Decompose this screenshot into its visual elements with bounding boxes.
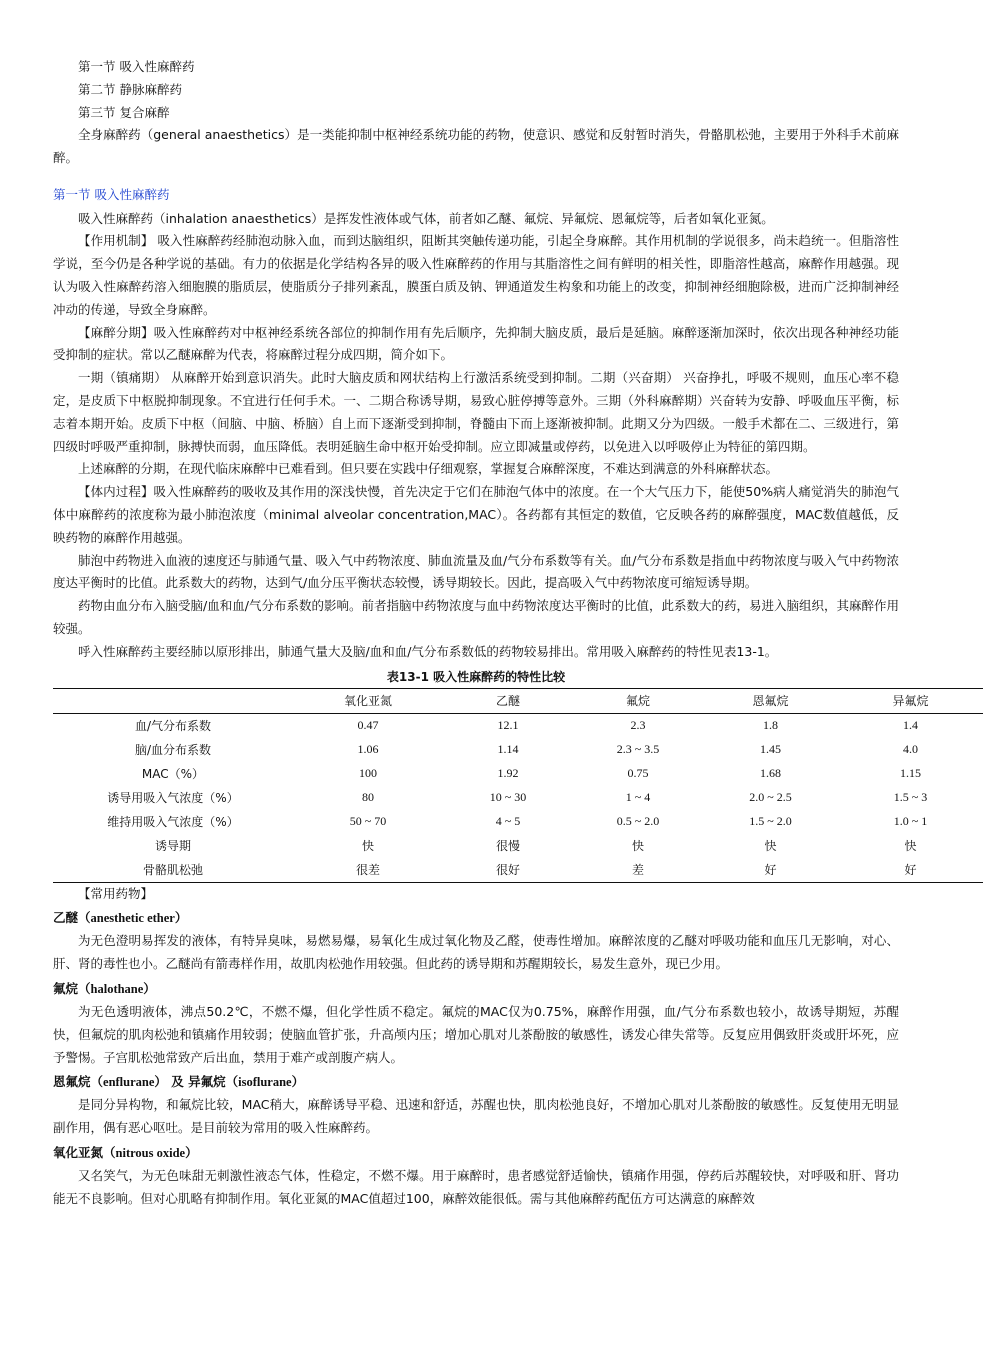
toc-item[interactable]: 第一节 吸入性麻醉药 <box>78 59 195 74</box>
drug-name-secondary: 及 异氟烷 <box>171 1074 226 1090</box>
row-label: 骨骼肌松弛 <box>142 863 203 878</box>
table-row <box>53 810 983 834</box>
paragraph: 上述麻醉的分期，在现代临床麻醉中已难看到。但只要在实践中仔细观察，掌握复合麻醉深度，不难达到满意的外科麻醉状态。 <box>78 461 779 477</box>
drug-heading <box>53 1070 899 1094</box>
table-row <box>53 786 983 810</box>
paragraph: 肺泡中药物进入血液的速度还与肺通气量、吸入气中药物浓度、肺血流量及血/气分布系数等有关。血/气分布系数是指血中药物浓度与吸入气中药物浓度达平衡时的比值。此系数大的药物，达到气/血分压平衡状态较慢，诱导期较长。因此，提高吸入气中药物浓度可缩短诱导期。 <box>53 552 899 591</box>
table-cell: 快 <box>361 839 374 854</box>
intro-paragraph: 全身麻醉药（general anaesthetics）是一类能抑制中枢神经系统功能的药物，使意识、感觉和反射暂时消失，骨骼肌松弛，主要用于外科手术前麻醉。 <box>53 127 899 165</box>
drug-name: 乙醚 <box>53 910 79 926</box>
drug-name: 氧化亚氮 <box>53 1144 104 1160</box>
table-header-cell: 恩氟烷 <box>752 694 789 709</box>
table-header-cell: 氧化亚氮 <box>343 694 392 709</box>
table-row <box>53 738 983 762</box>
table-cell: 1.45 <box>760 742 781 757</box>
table-row <box>53 762 983 786</box>
drug-heading <box>53 977 899 1001</box>
table-cell: 2.3 ~ 3.5 <box>616 742 660 757</box>
table-of-contents <box>78 55 899 124</box>
table-header-cell: 乙醚 <box>495 694 520 709</box>
table-cell: 1.4 <box>903 718 918 733</box>
table-cell: 2.0 ~ 2.5 <box>749 790 792 805</box>
table-cell: 0.5 ~ 2.0 <box>616 814 660 829</box>
table-cell: 1.5 ~ 3 <box>893 790 928 805</box>
paragraph: 【体内过程】吸入性麻醉药的吸收及其作用的深浅快慢，首先决定于它们在肺泡气体中的浓度。在一个大气压力下，能使50%病人痛觉消失的肺泡气体中麻醉药的浓度称为最小肺泡浓度（minimal alveolar concentration,MAC）。各药都有其恒定的数值，它反映各药的麻醉强度，MAC数值越低，反映药物的麻醉作用越强。 <box>53 484 899 545</box>
table-cell: 很差 <box>355 863 380 878</box>
paragraph: 吸入性麻醉药（inhalation anaesthetics）是挥发性液体或气体，前者如乙醚、氟烷、异氟烷、恩氟烷等，后者如氧化亚氮。 <box>78 210 774 226</box>
paragraph: 一期（镇痛期） 从麻醉开始到意识消失。此时大脑皮质和网状结构上行激活系统受到抑制。二期（兴奋期） 兴奋挣扎，呼吸不规则，血压心率不稳定，是皮质下中枢脱抑制现象。不宜进行任何手术。一、二期合称诱导期，易致心脏停搏等意外。三期（外科麻醉期）兴奋转为安静、呼吸血压平衡，标志着本期开始。皮质下中枢（间脑、中脑、桥脑）自上而下逐渐受到抑制，脊髓由下而上逐渐被抑制。此期又分为四级。一般手术都在二、三级进行，第四级时呼吸严重抑制，脉搏快而弱，血压降低。表明延脑生命中枢开始受抑制。应立即减量或停药，以免进入以呼吸停止为特征的第四期。 <box>53 370 899 454</box>
toc-item[interactable]: 第二节 静脉麻醉药 <box>78 82 182 97</box>
table-cell: 4 ~ 5 <box>495 814 521 829</box>
drug-latin-name: （enflurane） <box>90 1075 167 1090</box>
table-cell: 好 <box>764 863 777 878</box>
table-caption: 表13-1 吸入性麻醉药的特性比较 <box>386 669 566 684</box>
comparison-table <box>53 688 983 883</box>
drug-description: 是同分异构物，和氟烷比较，MAC稍大，麻醉诱导平稳、迅速和舒适，苏醒也快，肌肉松弛良好，不增加心肌对儿茶酚胺的敏感性。反复使用无明显副作用，偶有恶心呕吐。是目前较为常用的吸入性麻醉药。 <box>53 1097 899 1136</box>
paragraph: 【作用机制】 吸入性麻醉药经肺泡动脉入血，而到达脑组织，阻断其突触传递功能，引起全身麻醉。其作用机制的学说很多，尚未趋统一。但脂溶性学说，至今仍是各种学说的基础。有力的依据是化学结构各异的吸入性麻醉药的作用与其脂溶性之间有鲜明的相关性，即脂溶性越高，麻醉作用越强。现认为吸入性麻醉药溶入细胞膜的脂质层，使脂质分子排列紊乱，膜蛋白质及钠、钾通道发生构象和功能上的改变，抑制神经细胞除极，进而广泛抑制神经冲动的传递，导致全身麻醉。 <box>53 233 899 317</box>
table-cell: 0.47 <box>357 718 379 733</box>
table-cell: 快 <box>631 839 644 854</box>
table-header-row <box>53 688 983 713</box>
table-cell: 很好 <box>495 863 520 878</box>
table-cell: 12.1 <box>497 718 519 733</box>
drug-latin-name: （halothane） <box>78 981 156 996</box>
table-cell: 1.8 <box>763 718 778 733</box>
drug-latin-name-secondary: （isoflurane） <box>225 1075 305 1090</box>
table-cell: 很慢 <box>495 839 520 854</box>
table-cell: 80 <box>362 790 374 805</box>
row-label: 维持用吸入气浓度（%） <box>107 815 239 830</box>
table-cell: 4.0 <box>903 742 918 757</box>
table-cell: 1.0 ~ 1 <box>893 814 928 829</box>
paragraph: 呼入性麻醉药主要经肺以原形排出，肺通气量大及脑/血和血/气分布系数低的药物较易排出。常用吸入麻醉药的特性见表13-1。 <box>78 643 778 659</box>
drug-heading <box>53 1141 899 1165</box>
table-cell: 100 <box>359 766 377 781</box>
table-cell: 快 <box>764 839 777 854</box>
common-drugs-label: 【常用药物】 <box>78 885 154 901</box>
table-cell: 50 ~ 70 <box>349 814 387 829</box>
table-header-cell <box>53 688 293 713</box>
table-cell: 1.92 <box>497 766 519 781</box>
drug-name: 恩氟烷 <box>53 1074 91 1090</box>
drug-heading <box>53 906 899 930</box>
row-label: MAC（%） <box>141 767 205 782</box>
toc-item[interactable]: 第三节 复合麻醉 <box>78 105 170 120</box>
row-label: 诱导期 <box>154 839 191 854</box>
paragraph: 【麻醉分期】吸入性麻醉药对中枢神经系统各部位的抑制作用有先后顺序，先抑制大脑皮质，最后是延脑。麻醉逐渐加深时，依次出现各种神经功能受抑制的症状。常以乙醚麻醉为代表，将麻醉过程分成四期，简介如下。 <box>53 324 899 363</box>
table-cell: 1.15 <box>900 766 921 781</box>
table-row <box>53 858 983 883</box>
row-label: 血/气分布系数 <box>134 719 212 734</box>
table-cell: 0.75 <box>627 766 649 781</box>
drug-description: 为无色澄明易挥发的液体，有特异臭味，易燃易爆，易氧化生成过氧化物及乙醛，使毒性增加。麻醉浓度的乙醚对呼吸功能和血压几无影响，对心、肝、肾的毒性也小。乙醚尚有箭毒样作用，故肌肉松弛作用较强。但此药的诱导期和苏醒期较长，易发生意外，现已少用。 <box>53 933 899 972</box>
table-cell: 1.06 <box>357 742 379 757</box>
drug-name: 氟烷 <box>53 980 79 996</box>
section-title: 第一节 吸入性麻醉药 <box>53 186 170 202</box>
table-row <box>53 834 983 858</box>
paragraph: 药物由血分布入脑受脑/血和血/气分布系数的影响。前者指脑中药物浓度与血中药物浓度达平衡时的比值，此系数大的药，易进入脑组织，其麻醉作用较强。 <box>53 598 899 636</box>
table-row <box>53 713 983 738</box>
table-cell: 1.5 ~ 2.0 <box>749 814 792 829</box>
row-label: 脑/血分布系数 <box>134 743 212 758</box>
table-header-cell: 异氟烷 <box>892 694 929 709</box>
drug-latin-name: （nitrous oxide） <box>103 1145 198 1160</box>
table-cell: 好 <box>904 863 917 878</box>
table-cell: 1.14 <box>497 742 519 757</box>
drug-description: 又名笑气，为无色味甜无刺激性液态气体，性稳定，不燃不爆。用于麻醉时，患者感觉舒适愉快，镇痛作用强，停药后苏醒较快，对呼吸和肝、肾功能无不良影响。但对心肌略有抑制作用。氧化亚氮的MAC值超过100，麻醉效能很低。需与其他麻醉药配伍方可达满意的麻醉效 <box>53 1167 899 1206</box>
document-content <box>53 55 929 1211</box>
drug-latin-name: （anesthetic ether） <box>78 911 188 926</box>
table-cell: 快 <box>904 839 917 854</box>
row-label: 诱导用吸入气浓度（%） <box>107 791 239 806</box>
table-cell: 10 ~ 30 <box>489 790 527 805</box>
table-cell: 1 ~ 4 <box>625 790 651 805</box>
table-cell: 1.68 <box>760 766 781 781</box>
table-cell: 差 <box>631 863 644 878</box>
comparison-table-wrapper <box>53 666 929 883</box>
table-header-cell: 氟烷 <box>625 694 650 709</box>
table-cell: 2.3 <box>630 718 646 733</box>
drug-description: 为无色透明液体，沸点50.2℃，不燃不爆，但化学性质不稳定。氟烷的MAC仅为0.75%，麻醉作用强，血/气分布系数也较小，故诱导期短，苏醒快，但氟烷的肌肉松弛和镇痛作用较弱；使脑血管扩张，升高颅内压；增加心肌对儿茶酚胺的敏感性，诱发心律失常等。反复应用偶致肝炎或肝坏死，应予警惕。子宫肌松弛常致产后出血，禁用于难产或剖腹产病人。 <box>53 1003 899 1065</box>
